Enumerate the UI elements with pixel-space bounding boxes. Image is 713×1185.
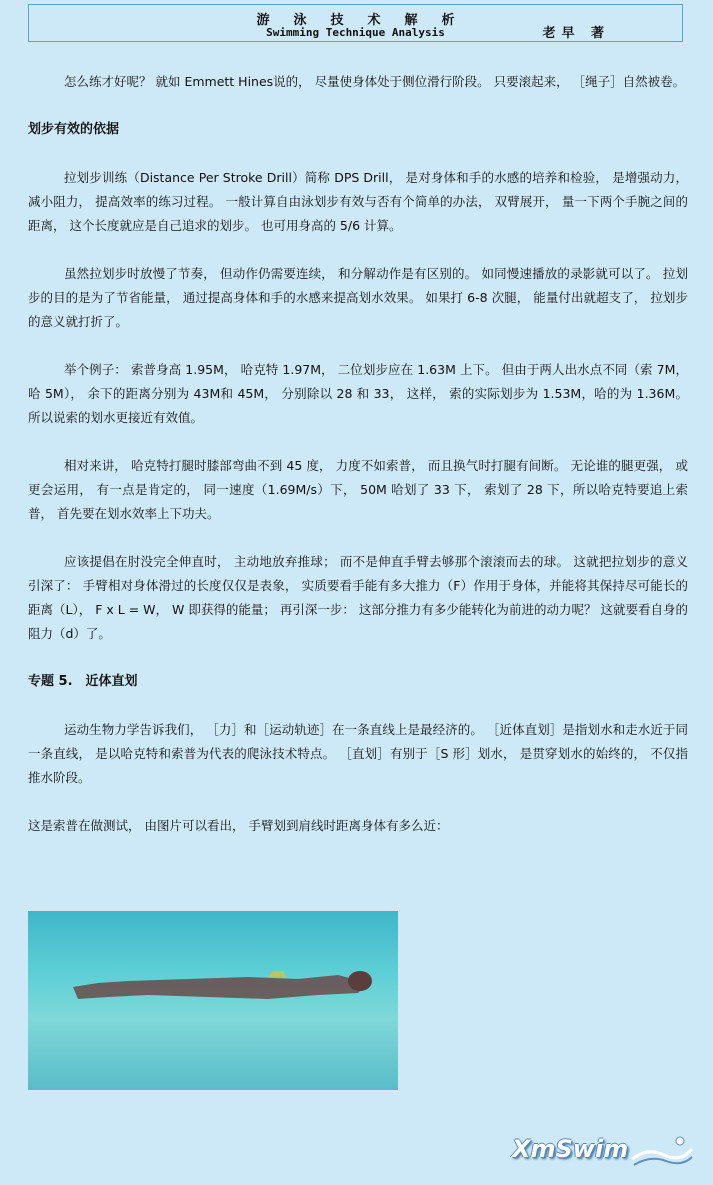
paragraph-2: 拉划步训练（Distance Per Stroke Drill）简称 DPS Drill， 是对身体和手的水感的培养和检验， 是增强动力， 减小阻力， 提高效率的练习过程。 一般计算自由泳划步有效与否有个简单的办法， 双臂展开， 量一下两个手腕之间的距离， 这个长度就应是自己追求的划步。 也可用身高的 5/6 计算。 — [28, 170, 688, 233]
section-heading-dps: 划步有效的依据 — [28, 122, 120, 137]
title-english: Swimming Technique Analysis — [266, 26, 445, 39]
paragraph-1: 怎么练才好呢？ 就如 Emmett Hines说的， 尽量使身体处于侧位滑行阶段。 只要滚起来， ［绳子］自然被卷。 — [64, 74, 686, 89]
paragraph-3: 虽然拉划步时放慢了节奏， 但动作仍需要连续， 和分解动作是有区别的。 如同慢速播放的录影就可以了。 拉划步的目的是为了节省能量， 通过提高身体和手的水感来提高划水效果。 如果打 6-8 次腿， 能量付出就超支了， 拉划步的意义就打折了。 — [28, 266, 688, 329]
xmswim-logo — [512, 1131, 697, 1171]
paragraph-6: 应该提倡在肘没完全伸直时， 主动地放弃推球； 而不是伸直手臂去够那个滚滚而去的球。 这就把拉划步的意义引深了： 手臂相对身体滑过的长度仅仅是表象， 实质要看手能有多大推力（F）作用于身体，并能将其保持尽可能长的距离（L）， F x L = W， W 即获得的能量； 再引深一步： 这部分推力有多少能转化为前进的动力呢？ 这就要看自身的阻力（d）了。 — [28, 554, 688, 641]
paragraph-4: 举个例子： 索普身高 1.95M， 哈克特 1.97M， 二位划步应在 1.63M 上下。 但由于两人出水点不同（索 7M， 哈 5M）， 余下的距离分别为 43M和 45M， 分别除以 28 和 33， 这样， 索的实际划步为 1.53M，哈的为 1.36M。 所以说索的划水更接近有效值。 — [28, 362, 688, 425]
paragraph-5: 相对来讲， 哈克特打腿时膝部弯曲不到 45 度， 力度不如索普， 而且换气时打腿有间断。 无论谁的腿更强， 或更会运用， 有一点是肯定的， 同一速度（1.69M/s）下， 50M 哈划了 33 下， 索划了 28 下，所以哈克特要追上索普， 首先要在划水效率上下功夫。 — [28, 458, 688, 521]
section-heading-topic-5: 专题 5. 近体直划 — [28, 674, 138, 689]
logo-text: XmSwim — [512, 1135, 629, 1163]
article-body — [28, 70, 688, 862]
header-box — [28, 4, 683, 42]
swimmer-photo — [28, 911, 398, 1090]
swimmer-figure-icon — [68, 969, 378, 1009]
paragraph-8: 这是索普在做测试， 由图片可以看出， 手臂划到肩线时距离身体有多么近： — [28, 818, 449, 833]
title-chinese: 游泳技术解析 — [256, 13, 479, 28]
wave-icon — [630, 1133, 694, 1169]
author: 老早 著 — [542, 26, 610, 41]
paragraph-7: 运动生物力学告诉我们， ［力］和［运动轨迹］在一条直线上是最经济的。 ［近体直划］是指划水和走水近于同一条直线， 是以哈克特和索普为代表的爬泳技术特点。 ［直划］有别于［S 形］划水， 是贯穿划水的始终的， 不仅指推水阶段。 — [28, 722, 688, 785]
